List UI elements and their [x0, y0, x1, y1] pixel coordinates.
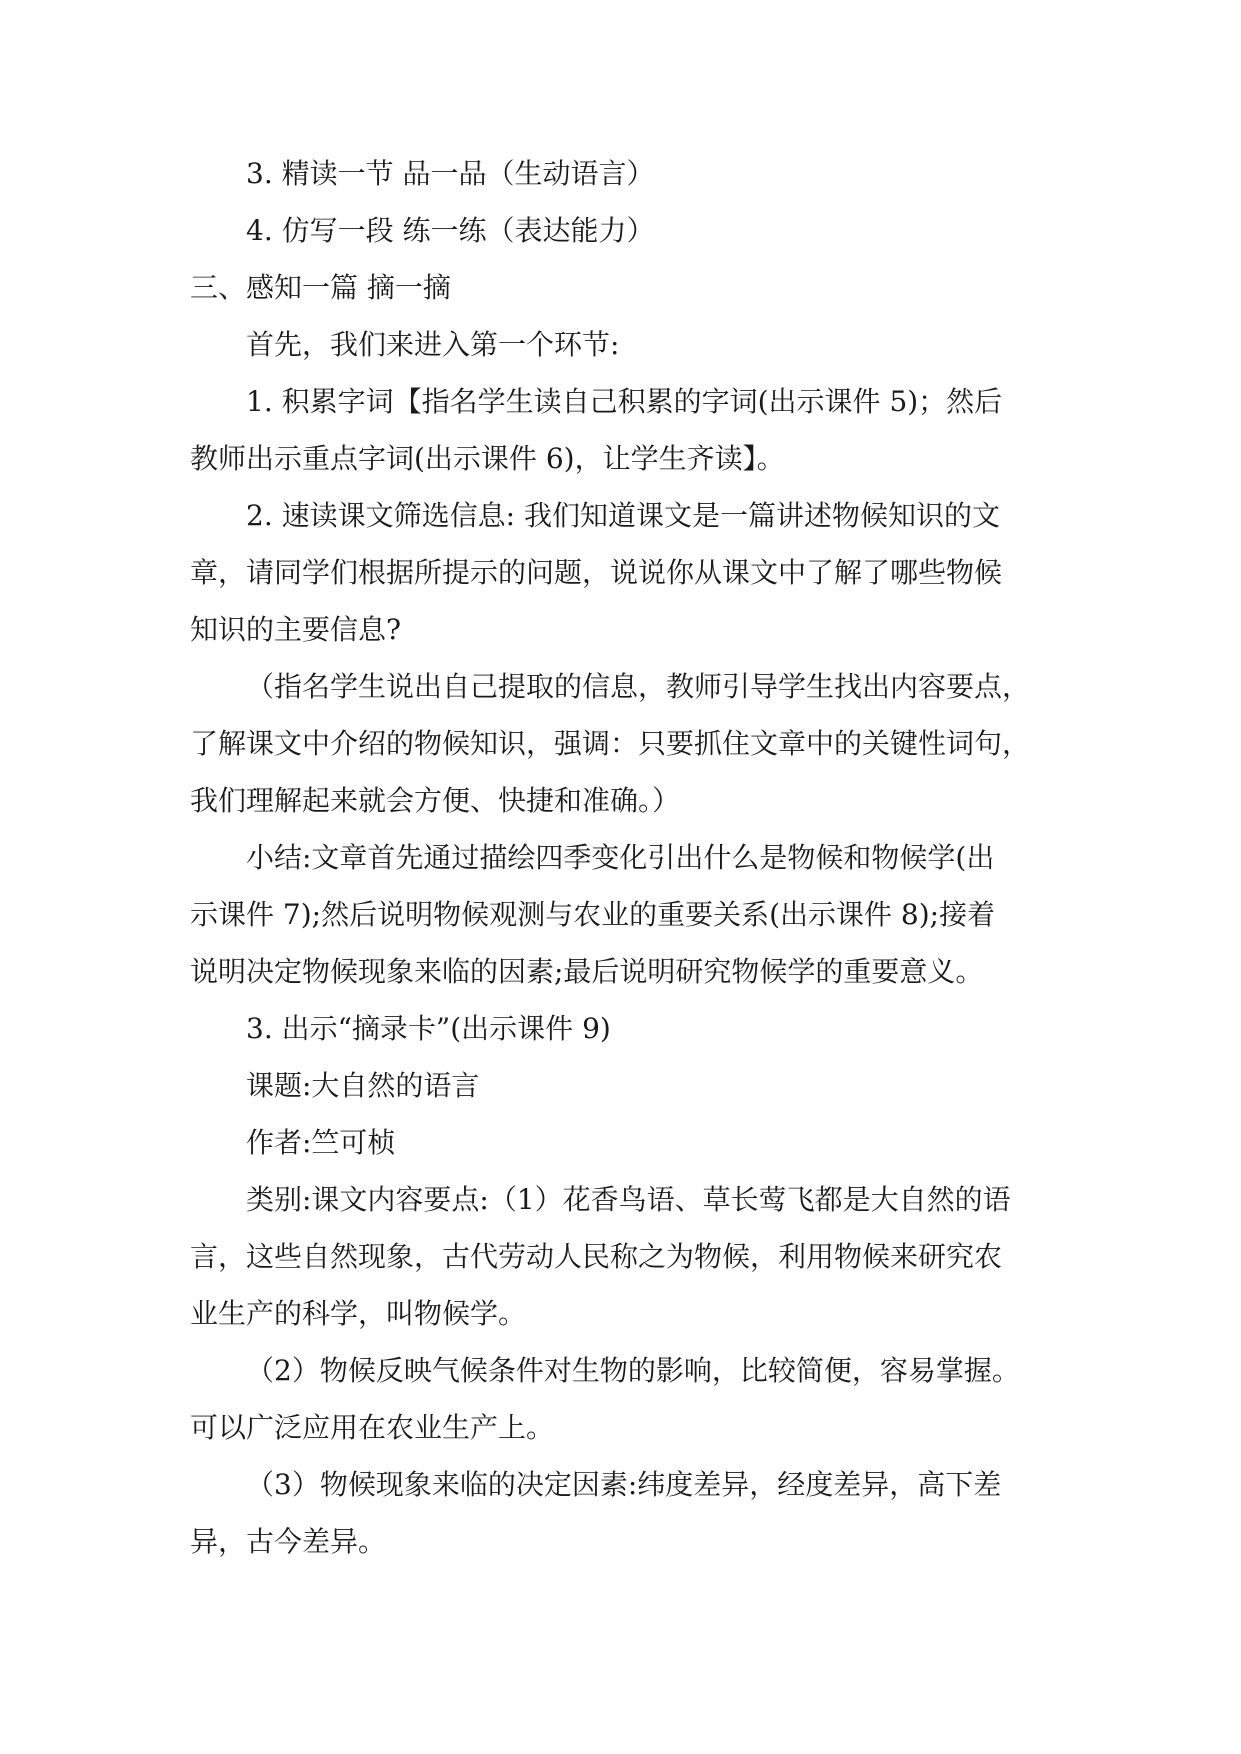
text-line: 异，古今差异。 [190, 1525, 387, 1558]
text-line: （指名学生说出自己提取的信息，教师引导学生找出内容要点， [246, 670, 1031, 703]
text-line: 1. 积累字词【指名学生读自己积累的字词(出示课件 5)；然后 [246, 385, 1003, 418]
text-line: （2）物候反映气候条件对生物的影响，比较简便，容易掌握。 [246, 1354, 1020, 1387]
text-line: 言，这些自然现象，古代劳动人民称之为物候，利用物候来研究农 [190, 1240, 1003, 1273]
text-line: 3. 出示“摘录卡”(出示课件 9) [246, 1012, 611, 1045]
text-line: 作者:竺可桢 [246, 1126, 396, 1159]
text-line: 3. 精读一节 品一品（生动语言） [246, 157, 655, 190]
text-line: （3）物候现象来临的决定因素:纬度差异，经度差异，高下差 [246, 1468, 1002, 1501]
text-line: 2. 速读课文筛选信息: 我们知道课文是一篇讲述物候知识的文 [246, 499, 1000, 532]
text-line: 章，请同学们根据所提示的问题，说说你从课文中了解了哪些物候 [190, 556, 1003, 589]
text-line: 知识的主要信息? [190, 613, 402, 646]
text-line: 教师出示重点字词(出示课件 6)，让学生齐读】。 [190, 442, 785, 475]
text-line: 类别:课文内容要点:（1）花香鸟语、草长莺飞都是大自然的语 [246, 1183, 1011, 1216]
text-line: 小结:文章首先通过描绘四季变化引出什么是物候和物候学(出 [246, 841, 995, 874]
text-line: 可以广泛应用在农业生产上。 [190, 1411, 555, 1444]
section-heading: 三、感知一篇 摘一摘 [190, 271, 451, 304]
text-line: 了解课文中介绍的物候知识，强调：只要抓住文章中的关键性词句， [190, 727, 1031, 760]
text-line: 4. 仿写一段 练一练（表达能力） [246, 214, 655, 247]
text-line: 业生产的科学，叫物候学。 [190, 1297, 527, 1330]
text-line: 课题:大自然的语言 [246, 1069, 480, 1102]
text-line: 首先，我们来进入第一个环节: [246, 328, 620, 361]
text-line: 我们理解起来就会方便、快捷和准确。） [190, 784, 681, 817]
text-line: 示课件 7);然后说明物候观测与农业的重要关系(出示课件 8);接着 [190, 898, 996, 931]
document-body [190, 145, 1060, 1570]
text-line: 说明决定物候现象来临的因素;最后说明研究物候学的重要意义。 [190, 955, 984, 988]
